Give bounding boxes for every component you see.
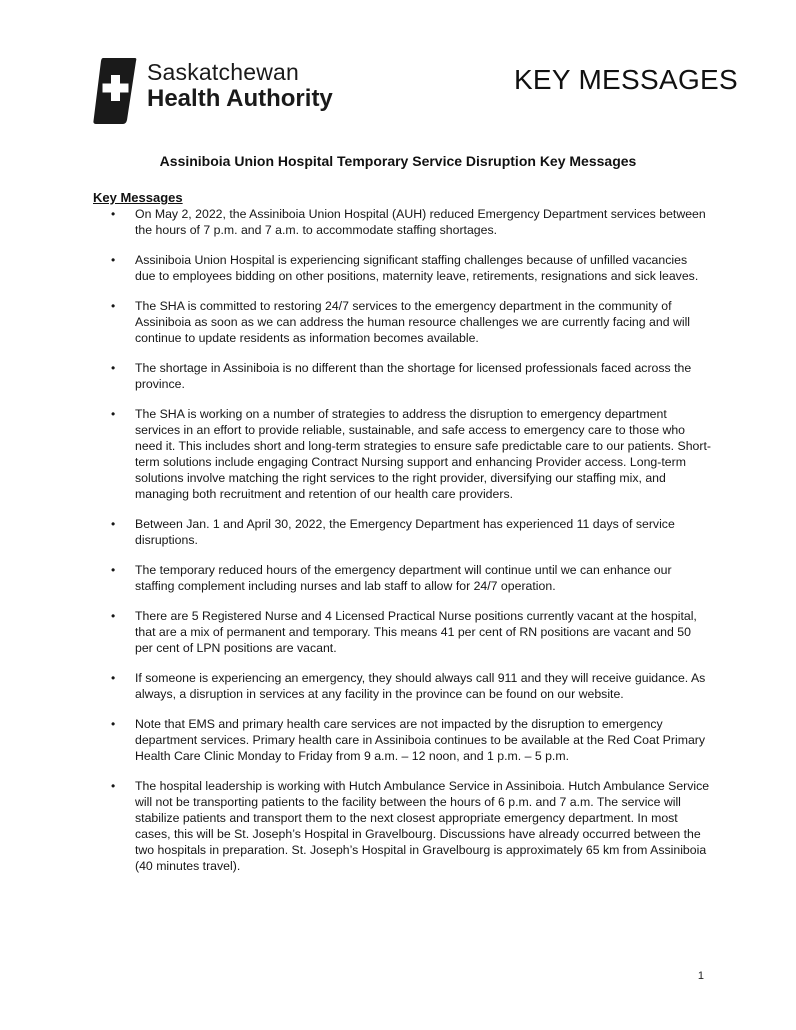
list-item [93,252,711,284]
key-messages-heading: KEY MESSAGES [513,64,738,95]
list-item [93,670,711,702]
sha-logo [93,57,363,127]
bullet-text: The SHA is committed to restoring 24/7 services to the emergency department in the community of Assiniboia as soon as we can address the human resource challenges we are currently facing and will continue to update residents as information becomes available. [135,299,691,345]
list-item [93,516,711,548]
document-title: Assiniboia Union Hospital Temporary Service Disruption Key Messages [159,153,637,169]
bullet-text: Note that EMS and primary health care services are not impacted by the disruption to emergency department services. Primary health care in Assiniboia continues to be available at the Red Coat Primary Health Care Clinic Monday to Friday from 9 a.m. – 12 noon, and 1 p.m. – 5 p.m. [135,717,706,763]
list-item [93,778,711,874]
list-item [93,360,711,392]
key-messages-list [93,206,711,888]
bullet-icon: • [111,361,116,375]
bullet-icon: • [111,517,116,531]
sha-cross-icon [93,57,137,125]
list-item [93,298,711,346]
bullet-icon: • [111,207,116,221]
bullet-icon: • [111,779,116,793]
bullet-text: The temporary reduced hours of the emergency department will continue until we can enhance our staffing complement including nurses and lab staff to allow for 24/7 operation. [135,563,672,593]
page-number: 1 [697,970,704,982]
list-item [93,716,711,764]
bullet-icon: • [111,609,116,623]
bullet-icon: • [111,563,116,577]
bullet-text: The SHA is working on a number of strategies to address the disruption to emergency department services in an effort to provide reliable, sustainable, and safe access to emergency care to those who need it. This includes short and long-term strategies to ensure safe predictable care to our patients. Short-term solutions include engaging Contract Nursing support and enhancing Provider access. Long-term solutions involve matching the right services to the right provider, diversifying our staffing mix, and managing both recruitment and retention of our health care providers. [135,407,711,501]
bullet-text: There are 5 Registered Nurse and 4 Licensed Practical Nurse positions currently vacant at the hospital, that are a mix of permanent and temporary. This means 41 per cent of RN positions are vacant and 50 per cent of LPN positions are vacant. [135,609,697,655]
logo-wordmark [147,61,333,111]
logo-line-saskatchewan: Saskatchewan [147,59,299,85]
bullet-text: The shortage in Assiniboia is no different than the shortage for licensed professionals faced across the province. [135,361,692,391]
bullet-icon: • [111,717,116,731]
bullet-text: On May 2, 2022, the Assiniboia Union Hospital (AUH) reduced Emergency Department services between the hours of 7 p.m. and 7 a.m. to accommodate staffing shortages. [135,207,706,237]
bullet-text: If someone is experiencing an emergency, they should always call 911 and they will receive guidance. As always, a disruption in services at any facility in the province can be found on our website. [135,671,706,701]
list-item [93,406,711,502]
bullet-text: Assiniboia Union Hospital is experiencing significant staffing challenges because of unfilled vacancies due to employees bidding on other positions, maternity leave, retirements, resignations and sick leaves. [135,253,699,283]
bullet-icon: • [111,253,116,267]
list-item [93,206,711,238]
section-heading: Key Messages [93,190,183,205]
bullet-icon: • [111,671,116,685]
bullet-icon: • [111,407,116,421]
bullet-text: The hospital leadership is working with Hutch Ambulance Service in Assiniboia. Hutch Ambulance Service will not be transporting patients to the facility between the hours of 6 p.m. and 7 a.m. The service will stabilize patients and transport them to the next closest appropriate emergency department. In most cases, this will be St. Joseph’s Hospital in Gravelbourg. Discussions have already occurred between the two hospitals in preparation. St. Joseph’s Hospital in Gravelbourg is approximately 65 km from Assiniboia (40 minutes travel). [135,779,710,873]
bullet-icon: • [111,299,116,313]
bullet-text: Between Jan. 1 and April 30, 2022, the Emergency Department has experienced 11 days of service disruptions. [135,517,675,547]
list-item [93,608,711,656]
list-item [93,562,711,594]
logo-line-health-authority: Health Authority [147,85,333,112]
